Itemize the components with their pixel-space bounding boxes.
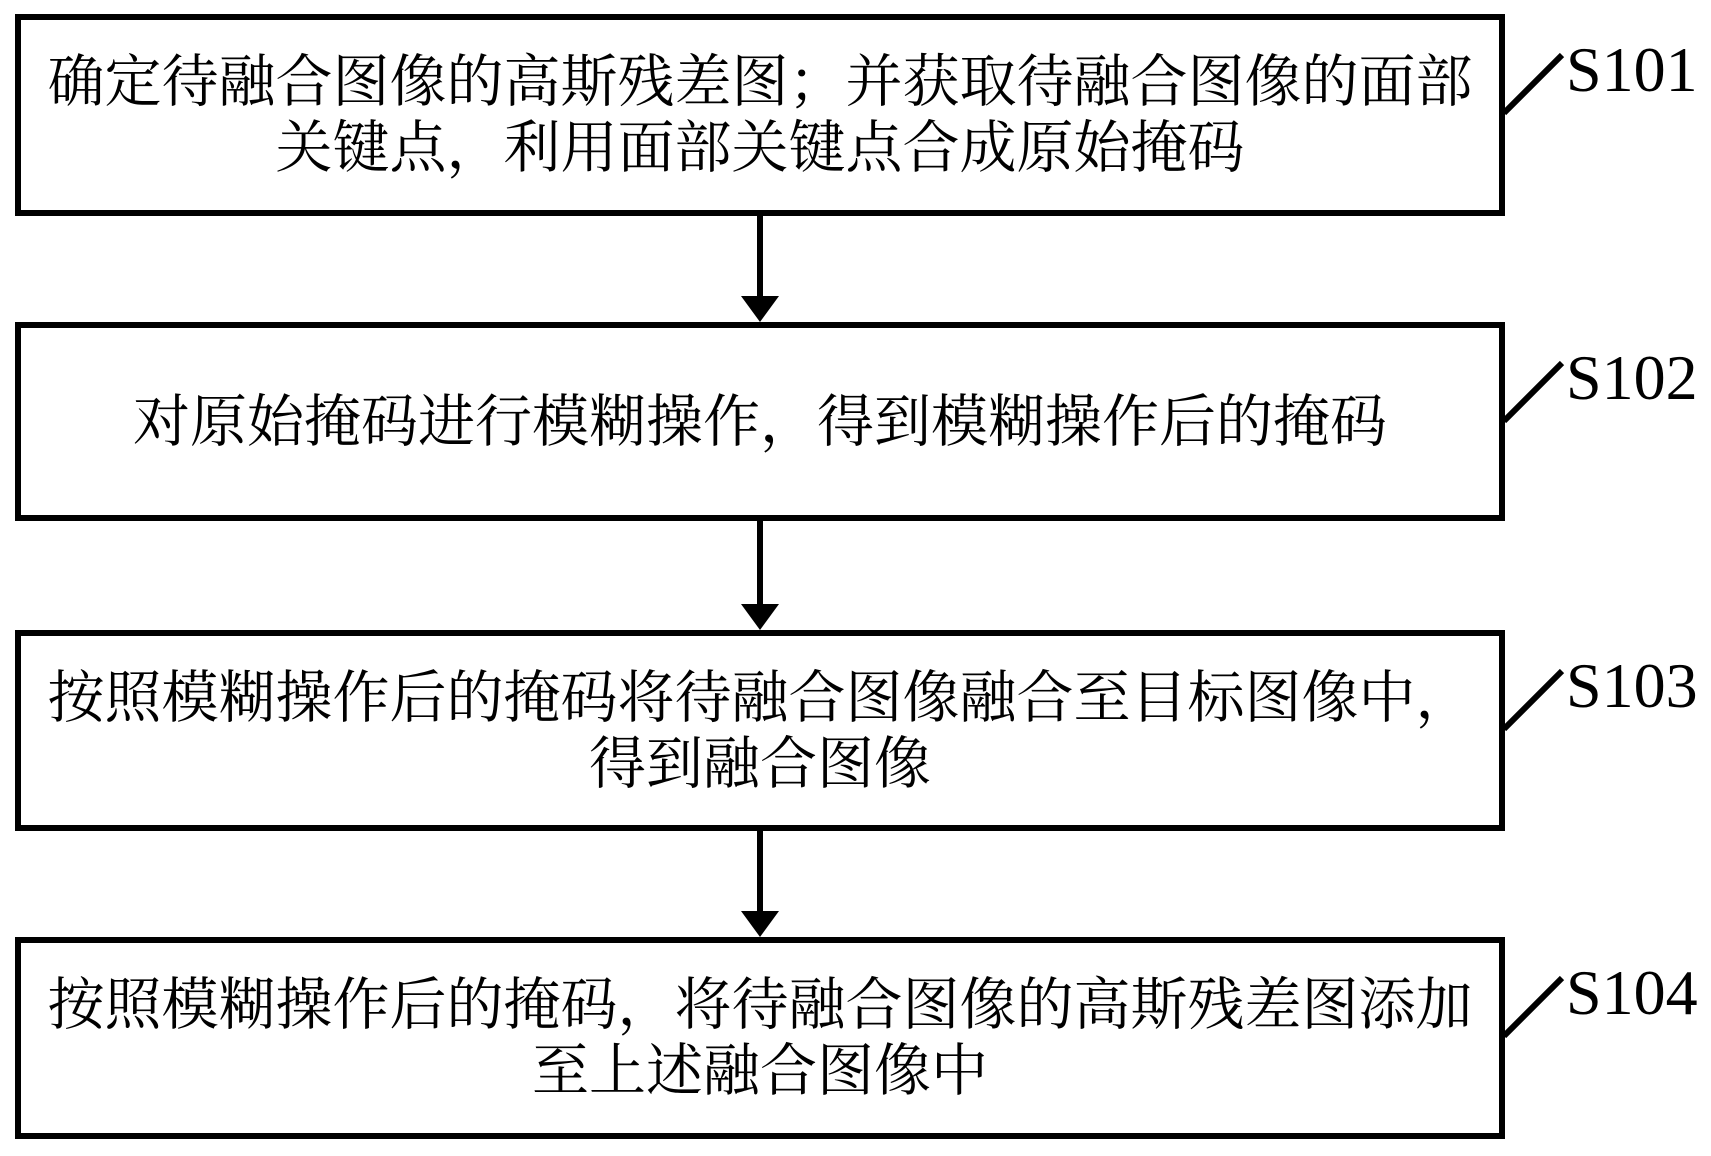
step-text-line: 关键点，利用面部关键点合成原始掩码 — [275, 115, 1245, 181]
step-text-line: 对原始掩码进行模糊操作，得到模糊操作后的掩码 — [133, 388, 1387, 455]
step-box-s104 — [15, 937, 1505, 1139]
flow-arrow-line — [757, 829, 763, 915]
label-leader-slash — [1502, 976, 1564, 1038]
label-leader-slash — [1502, 53, 1564, 115]
flow-arrow-line — [757, 213, 763, 300]
step-text-line: 按照模糊操作后的掩码将待融合图像融合至目标图像中， — [47, 664, 1473, 731]
step-label: S102 — [1566, 342, 1698, 413]
arrow-down-icon — [741, 296, 779, 322]
step-box-s102 — [15, 322, 1505, 521]
step-label: S101 — [1566, 34, 1698, 105]
label-leader-slash — [1502, 361, 1564, 423]
step-box-s103 — [15, 630, 1505, 831]
arrow-down-icon — [741, 604, 779, 630]
step-label: S104 — [1566, 957, 1698, 1028]
step-text-line: 确定待融合图像的高斯残差图；并获取待融合图像的面部 — [47, 49, 1473, 115]
arrow-down-icon — [741, 911, 779, 937]
step-box-s101 — [15, 14, 1505, 216]
step-text-line: 按照模糊操作后的掩码，将待融合图像的高斯残差图添加 — [47, 972, 1473, 1038]
label-leader-slash — [1502, 669, 1564, 731]
step-text-line: 至上述融合图像中 — [532, 1038, 988, 1104]
step-label: S103 — [1566, 650, 1698, 721]
flow-arrow-line — [757, 519, 763, 608]
step-text-line: 得到融合图像 — [589, 730, 931, 797]
